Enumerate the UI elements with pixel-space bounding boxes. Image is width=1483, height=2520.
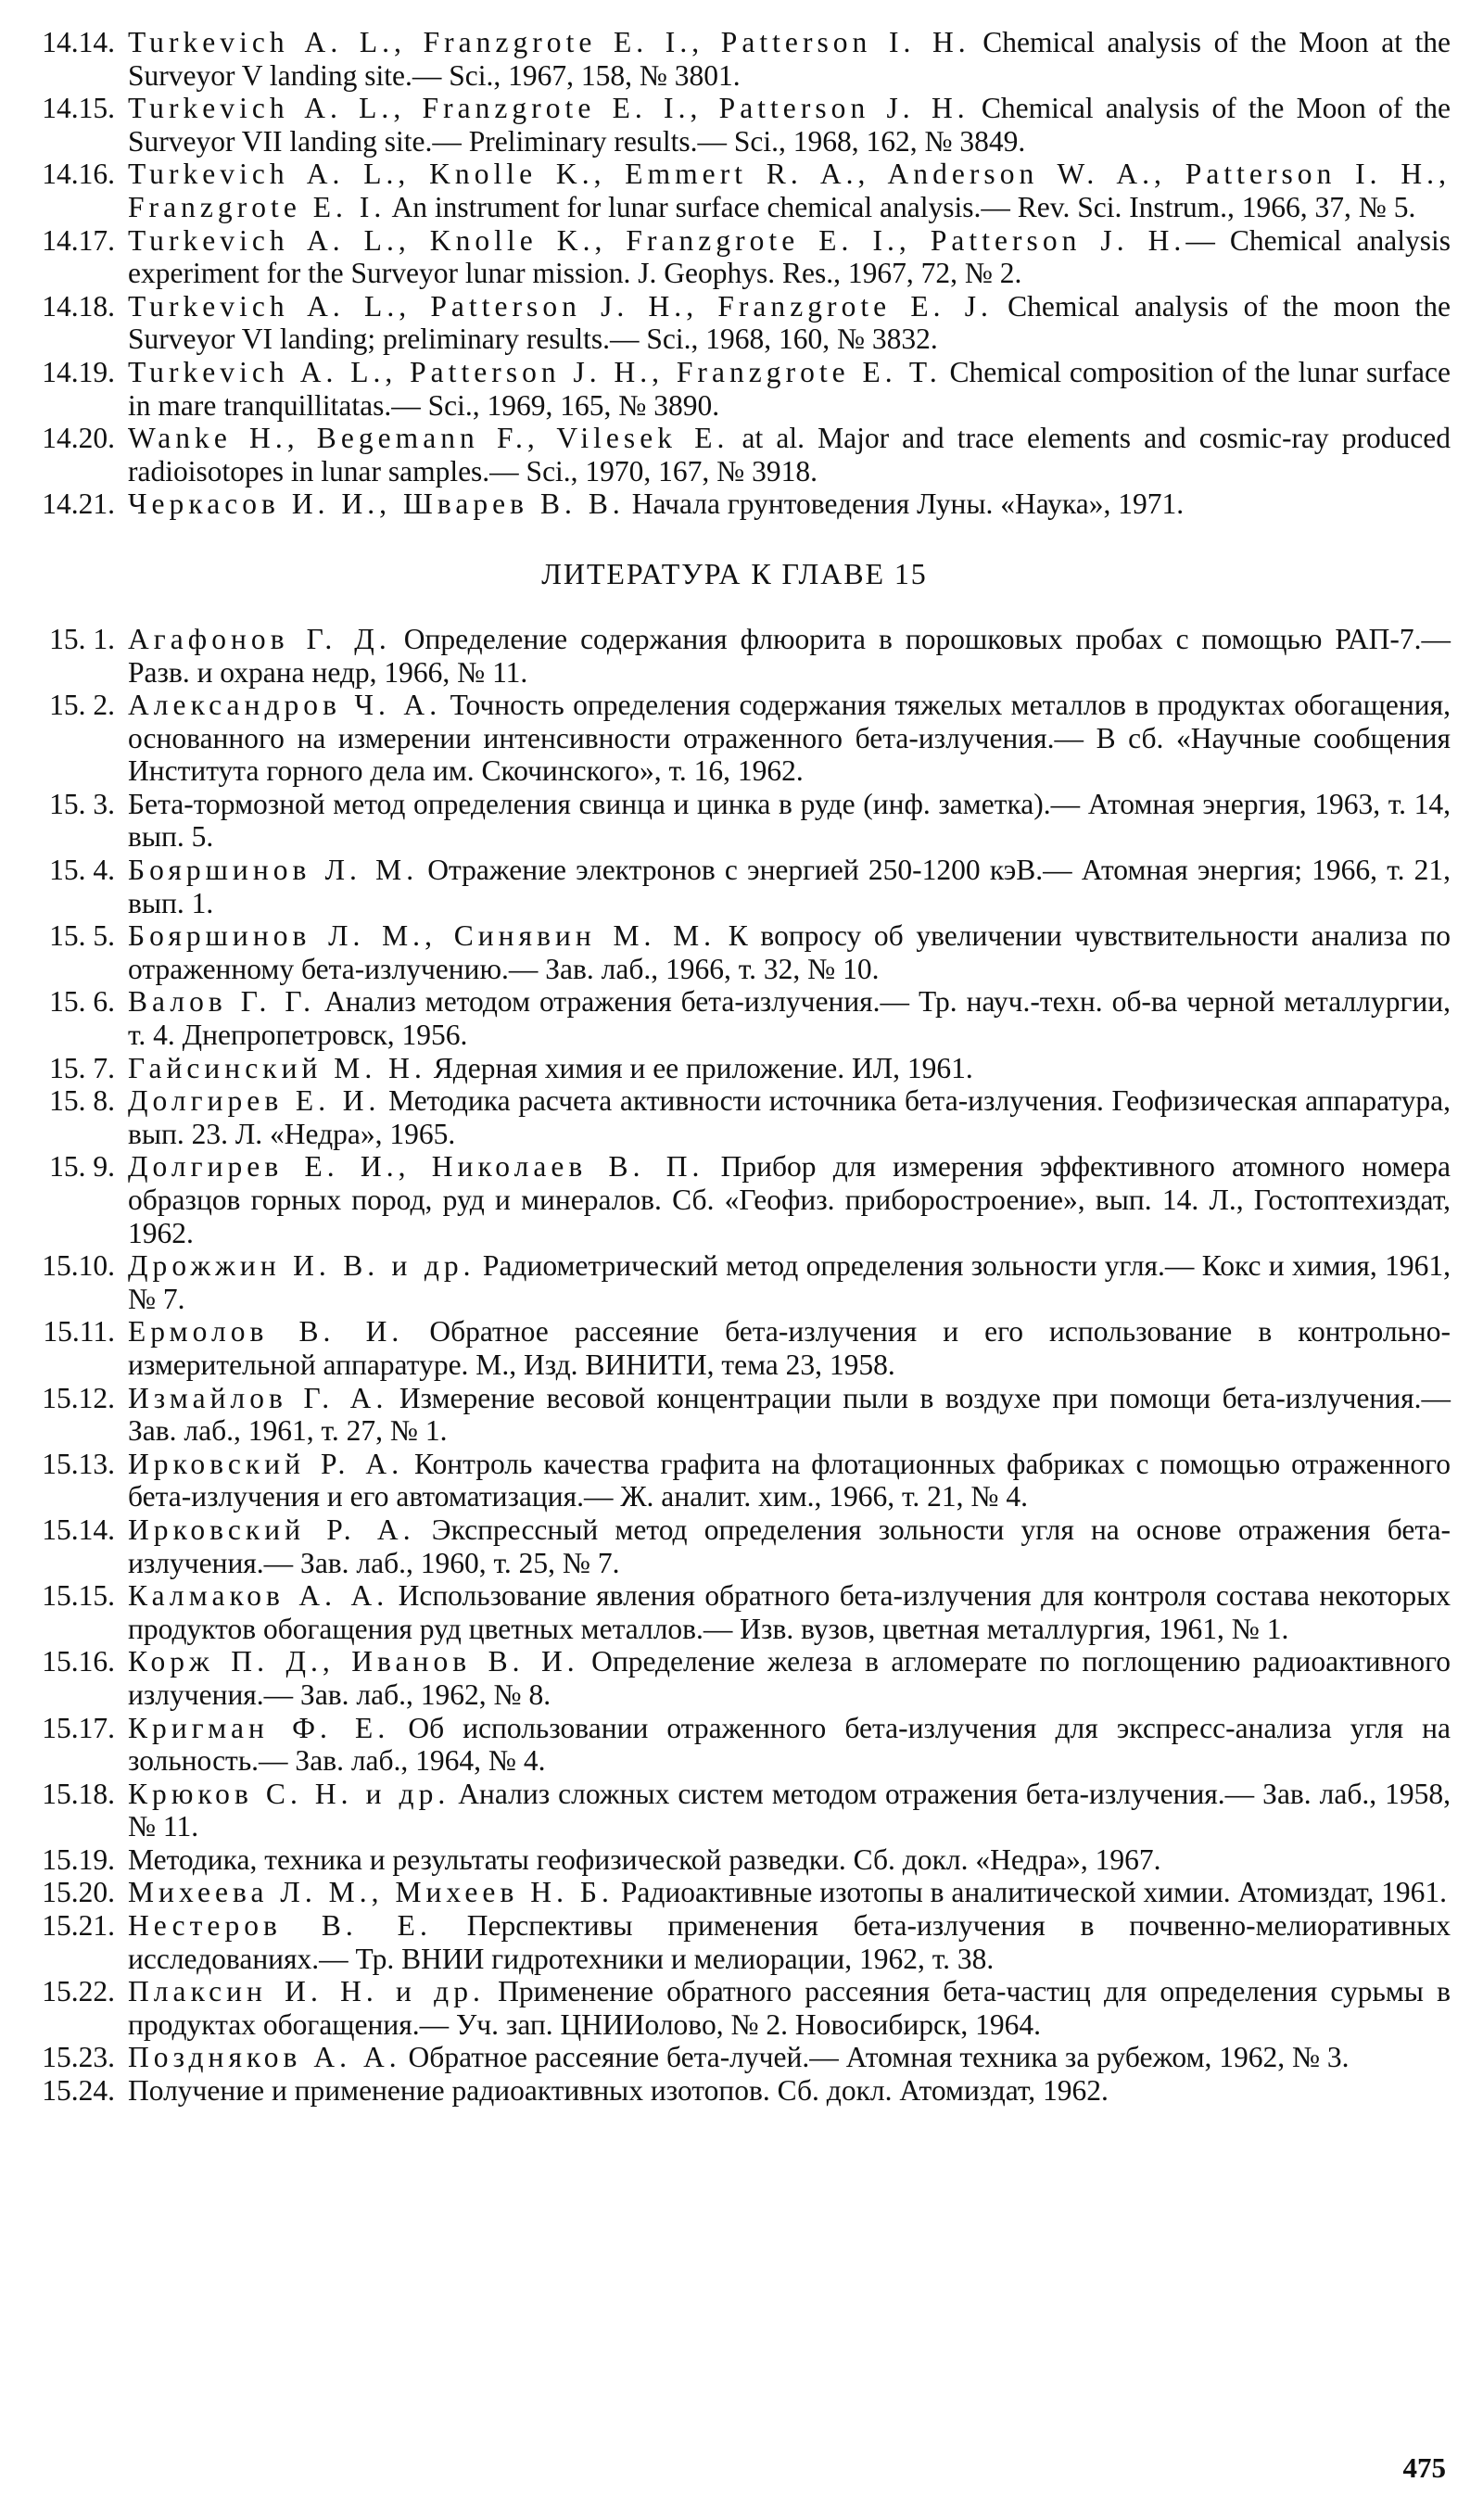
reference-body bbox=[128, 788, 1451, 854]
reference-author: Валов Г. Г. bbox=[128, 985, 316, 1019]
reference-text: Ядерная химия и ее приложение. ИЛ, 1961. bbox=[425, 1051, 973, 1084]
reference-text: Отражение электронов с энергией 250-1200 кэВ.— Атомная энергия; 1966, т. 21, вып. 1. bbox=[128, 854, 1451, 919]
reference-number: 15. 4. bbox=[49, 854, 115, 887]
reference-number: 14.20. bbox=[42, 422, 115, 455]
reference-number: 15.20. bbox=[42, 1876, 115, 1909]
reference-body bbox=[128, 1975, 1451, 2041]
reference-number: 15.23. bbox=[42, 2041, 115, 2074]
reference-number: 15.21. bbox=[42, 1909, 115, 1943]
reference-entry bbox=[19, 1513, 1451, 1579]
reference-body bbox=[128, 1909, 1451, 1975]
reference-number: 14.17. bbox=[42, 223, 115, 257]
reference-text: Анализ сложных систем методом отражения бета-излучения.— Зав. лаб., 1958, № 11. bbox=[128, 1777, 1451, 1843]
reference-entry bbox=[19, 1712, 1451, 1778]
reference-entry bbox=[19, 1778, 1451, 1843]
reference-author: Turkevich A. L., Patterson J. H., Franzgrote E. T. bbox=[128, 355, 942, 388]
reference-entry bbox=[19, 1315, 1451, 1381]
reference-entry bbox=[19, 1579, 1451, 1645]
reference-number: 15.22. bbox=[42, 1975, 115, 2008]
reference-number: 15.17. bbox=[42, 1711, 115, 1744]
reference-entry bbox=[19, 1876, 1451, 1909]
reference-entry bbox=[19, 1052, 1451, 1085]
reference-author: Turkevich A. L., Patterson J. H., Franzgrote E. J. bbox=[128, 289, 993, 323]
reference-author: Измайлов Г. А. bbox=[128, 1381, 388, 1414]
reference-author: Кригман Ф. Е. bbox=[128, 1711, 390, 1744]
reference-entry bbox=[19, 854, 1451, 919]
reference-body bbox=[128, 1712, 1451, 1778]
reference-body bbox=[128, 1249, 1451, 1315]
reference-text: Определение содержания флюорита в порошковых пробах с помощью РАП-7.— Разв. и охрана недр, 1966, № 11. bbox=[128, 622, 1451, 689]
reference-text: Определение железа в агломерате по поглощению радиоактивного излучения.— Зав. лаб., 1962, № 8. bbox=[128, 1645, 1451, 1711]
reference-author: Turkevich A. L., Knolle K., Franzgrote E. I., Patterson J. H. bbox=[128, 223, 1186, 257]
reference-author: Turkevich A. L., Franzgrote E. I., Patterson I. H. bbox=[128, 26, 970, 58]
reference-author: Дрожжин И. В. и др. bbox=[128, 1249, 475, 1283]
reference-text: Прибор для измерения эффективного атомного номера образцов горных пород, руд и минералов. Сб. «Геофиз. приборостроение», вып. 14. Л., Гостоптехиздат, 1962. bbox=[128, 1150, 1451, 1249]
reference-text: Chemical analysis of the Moon of the Surveyor VII landing site.— Preliminary results.— Sci., 1968, 162, № 3849. bbox=[128, 92, 1451, 158]
reference-author: Крюков С. Н. и др. bbox=[128, 1777, 450, 1810]
reference-body bbox=[128, 1052, 1451, 1085]
reference-author: Агафонов Г. Д. bbox=[128, 622, 391, 655]
reference-number: 15. 8. bbox=[49, 1084, 115, 1118]
reference-number: 15.18. bbox=[42, 1777, 115, 1810]
reference-body bbox=[128, 1778, 1451, 1843]
reference-text: Получение и применение радиоактивных изотопов. Сб. докл. Атомиздат, 1962. bbox=[128, 2074, 1109, 2108]
reference-text: Применение обратного рассеяния бета-частиц для определения сурьмы в продуктах обогащения.— Уч. зап. ЦНИИолово, № 2. Новосибирск, 1964. bbox=[128, 1975, 1451, 2041]
reference-text: Измерение весовой концентрации пыли в воздухе при помощи бета-излучения.— Зав. лаб., 1961, т. 27, № 1. bbox=[128, 1381, 1451, 1448]
reference-body bbox=[128, 1448, 1451, 1513]
reference-number: 15. 3. bbox=[49, 787, 115, 820]
reference-number: 14.18. bbox=[42, 289, 115, 323]
reference-author: Бояршинов Л. М. bbox=[128, 854, 419, 887]
reference-entry bbox=[19, 422, 1451, 488]
reference-text: Методика, техника и результаты геофизической разведки. Сб. докл. «Недра», 1967. bbox=[128, 1843, 1161, 1876]
reference-entry bbox=[19, 2041, 1451, 2074]
reference-list-chapter-15 bbox=[19, 623, 1451, 2108]
reference-author: Долгирев Е. И. bbox=[128, 1084, 381, 1118]
reference-text: Точность определения содержания тяжелых металлов в продуктах обогащения, основанного на измерении интенсивности отраженного бета-излучения.— В сб. «Научные сообщения Института горного дела им. Скочинского», т. 16, 1962. bbox=[128, 689, 1451, 788]
reference-number: 14.19. bbox=[42, 355, 115, 388]
reference-text: Chemical analysis of the Moon at the Surveyor V landing site.— Sci., 1967, 158, № 3801. bbox=[128, 26, 1451, 92]
reference-number: 15. 6. bbox=[49, 985, 115, 1019]
reference-number: 15.19. bbox=[42, 1843, 115, 1876]
reference-body bbox=[128, 854, 1451, 919]
reference-body bbox=[128, 919, 1451, 985]
reference-entry bbox=[19, 1382, 1451, 1448]
reference-number: 15.12. bbox=[42, 1381, 115, 1414]
reference-entry bbox=[19, 1645, 1451, 1711]
reference-text: Анализ методом отражения бета-излучения.— Тр. науч.-техн. об-ва черной металлургии, т. 4. Днепропетровск, 1956. bbox=[128, 985, 1451, 1052]
reference-text: Методика расчета активности источника бета-излучения. Геофизическая аппаратура, вып. 23. Л. «Недра», 1965. bbox=[128, 1084, 1451, 1150]
reference-entry bbox=[19, 788, 1451, 854]
reference-number: 15.15. bbox=[42, 1579, 115, 1613]
page-number: 475 bbox=[1402, 2451, 1446, 2484]
reference-entry bbox=[19, 1084, 1451, 1150]
reference-number: 14.21. bbox=[42, 488, 115, 521]
reference-number: 14.16. bbox=[42, 158, 115, 191]
reference-body bbox=[128, 2041, 1451, 2074]
reference-body bbox=[128, 1843, 1451, 1877]
reference-author: Поздняков А. А. bbox=[128, 2041, 401, 2074]
reference-number: 15.13. bbox=[42, 1447, 115, 1480]
reference-author: Калмаков А. А. bbox=[128, 1579, 389, 1613]
reference-author: Долгирев Е. И., Николаев В. П. bbox=[128, 1150, 704, 1184]
reference-body bbox=[128, 2074, 1451, 2108]
reference-author: Нестеров В. Е. bbox=[128, 1909, 432, 1943]
reference-body bbox=[128, 356, 1451, 422]
reference-entry bbox=[19, 1909, 1451, 1975]
reference-number: 14.15. bbox=[42, 92, 115, 125]
reference-body bbox=[128, 689, 1451, 788]
reference-number: 15. 7. bbox=[49, 1051, 115, 1084]
reference-text: Использование явления обратного бета-излучения для контроля состава некоторых продуктов обогащения руд цветных металлов.— Изв. вузов, цветная металлургия, 1961, № 1. bbox=[128, 1579, 1451, 1645]
reference-text: Об использовании отраженного бета-излучения для экспресс-анализа угля на зольность.— Зав. лаб., 1964, № 4. bbox=[128, 1711, 1451, 1778]
reference-author: Черкасов И. И., Шварев В. В. bbox=[128, 488, 625, 521]
reference-entry bbox=[19, 1843, 1451, 1877]
reference-body bbox=[128, 224, 1451, 290]
reference-entry bbox=[19, 1249, 1451, 1315]
reference-entry bbox=[19, 290, 1451, 356]
reference-entry bbox=[19, 1975, 1451, 2041]
reference-text: Перспективы применения бета-излучения в почвенно-мелиоративных исследованиях.— Тр. ВНИИ гидротехники и мелиорации, 1962, т. 38. bbox=[128, 1909, 1451, 1975]
reference-entry bbox=[19, 623, 1451, 689]
reference-body bbox=[128, 1084, 1451, 1150]
reference-author: Turkevich A. L., Franzgrote E. I., Patterson J. H. bbox=[128, 92, 970, 125]
reference-number: 15.14. bbox=[42, 1513, 115, 1546]
reference-text: at al. Major and trace elements and cosmic-ray produced radioisotopes in lunar samples.— Sci., 1970, 167, № 3918. bbox=[128, 422, 1451, 488]
reference-entry bbox=[19, 356, 1451, 422]
reference-text: К вопросу об увеличении чувствительности анализа по отраженному бета-излучению.— Зав. лаб., 1966, т. 32, № 10. bbox=[128, 919, 1451, 985]
reference-body bbox=[128, 1513, 1451, 1579]
reference-text: Chemical analysis of the moon the Surveyor VI landing; preliminary results.— Sci., 1968, 160, № 3832. bbox=[128, 289, 1451, 356]
reference-entry bbox=[19, 689, 1451, 788]
reference-author: Александров Ч. А. bbox=[128, 689, 442, 722]
reference-entry bbox=[19, 92, 1451, 158]
reference-text: — Chemical analysis experiment for the Surveyor lunar mission. J. Geophys. Res., 1967, 72, № 2. bbox=[128, 223, 1451, 290]
reference-body bbox=[128, 92, 1451, 158]
reference-text: Обратное рассеяние бета-излучения и его использование в контрольно-измерительной аппаратуре. М., Изд. ВИНИТИ, тема 23, 1958. bbox=[128, 1315, 1451, 1381]
reference-entry bbox=[19, 1150, 1451, 1249]
reference-text: Обратное рассеяние бета-лучей.— Атомная техника за рубежом, 1962, № 3. bbox=[400, 2041, 1350, 2074]
reference-text: Бета-тормозной метод определения свинца и цинка в руде (инф. заметка).— Атомная энергия, 1963, т. 14, вып. 5. bbox=[128, 787, 1451, 854]
reference-entry bbox=[19, 985, 1451, 1051]
reference-author: Wanke H., Begemann F., Vilesek E. bbox=[128, 422, 729, 455]
reference-author: Ирковский Р. А. bbox=[128, 1447, 404, 1480]
reference-author: Корж П. Д., Иванов В. И. bbox=[128, 1645, 579, 1678]
reference-author: Ирковский Р. А. bbox=[128, 1513, 415, 1546]
reference-text: Контроль качества графита на флотационных фабриках с помощью отраженного бета-излучения и его автоматизация.— Ж. аналит. хим., 1966, т. 21, № 4. bbox=[128, 1447, 1451, 1513]
reference-body bbox=[128, 26, 1451, 92]
reference-body bbox=[128, 1315, 1451, 1381]
reference-entry bbox=[19, 2074, 1451, 2108]
reference-text: Радиоактивные изотопы в аналитической химии. Атомиздат, 1961. bbox=[613, 1876, 1448, 1909]
reference-text: Экспрессный метод определения зольности угля на основе отражения бета-излучения.— Зав. лаб., 1960, т. 25, № 7. bbox=[128, 1513, 1451, 1579]
reference-body bbox=[128, 1579, 1451, 1645]
reference-body bbox=[128, 1382, 1451, 1448]
reference-number: 15.10. bbox=[42, 1249, 115, 1283]
reference-number: 14.14. bbox=[42, 26, 115, 58]
reference-entry bbox=[19, 488, 1451, 521]
reference-body bbox=[128, 158, 1451, 223]
reference-author: Плаксин И. Н. и др. bbox=[128, 1975, 485, 2008]
reference-text: Chemical composition of the lunar surface in mare tranquillitatas.— Sci., 1969, 165, № 3890. bbox=[128, 355, 1451, 422]
reference-body bbox=[128, 1876, 1451, 1909]
reference-body bbox=[128, 623, 1451, 689]
chapter-15-heading: ЛИТЕРАТУРА К ГЛАВЕ 15 bbox=[541, 556, 928, 590]
reference-text: An instrument for lunar surface chemical analysis.— Rev. Sci. Instrum., 1966, 37, № 5. bbox=[386, 190, 1416, 223]
reference-entry bbox=[19, 26, 1451, 92]
reference-number: 15.16. bbox=[42, 1645, 115, 1678]
reference-number: 15.11. bbox=[43, 1315, 115, 1349]
reference-entry bbox=[19, 919, 1451, 985]
reference-list-chapter-14 bbox=[19, 26, 1451, 521]
reference-author: Ермолов В. И. bbox=[128, 1315, 404, 1349]
reference-author: Бояршинов Л. М., Синявин М. М. bbox=[128, 919, 716, 953]
reference-body bbox=[128, 1645, 1451, 1711]
reference-entry bbox=[19, 224, 1451, 290]
reference-text: Начала грунтоведения Луны. «Наука», 1971. bbox=[624, 488, 1185, 521]
reference-page bbox=[19, 26, 1451, 2108]
reference-number: 15. 9. bbox=[49, 1150, 115, 1184]
reference-body bbox=[128, 1150, 1451, 1249]
reference-number: 15.24. bbox=[42, 2074, 115, 2108]
reference-author: Михеева Л. М., Михеев Н. Б. bbox=[128, 1876, 614, 1909]
reference-author: Гайсинский М. Н. bbox=[128, 1051, 426, 1084]
reference-body bbox=[128, 290, 1451, 356]
reference-number: 15. 2. bbox=[49, 689, 115, 722]
reference-body bbox=[128, 488, 1451, 521]
reference-number: 15. 1. bbox=[49, 622, 115, 655]
reference-text: Радиометрический метод определения зольности угля.— Кокс и химия, 1961, № 7. bbox=[128, 1249, 1451, 1315]
reference-number: 15. 5. bbox=[49, 919, 115, 953]
reference-body bbox=[128, 985, 1451, 1051]
reference-body bbox=[128, 422, 1451, 488]
reference-author: Turkevich A. L., Knolle K., Emmert R. A., Anderson W. A., Patterson I. H., Franzgrote E. I. bbox=[128, 158, 1451, 223]
reference-entry bbox=[19, 1448, 1451, 1513]
reference-entry bbox=[19, 158, 1451, 223]
